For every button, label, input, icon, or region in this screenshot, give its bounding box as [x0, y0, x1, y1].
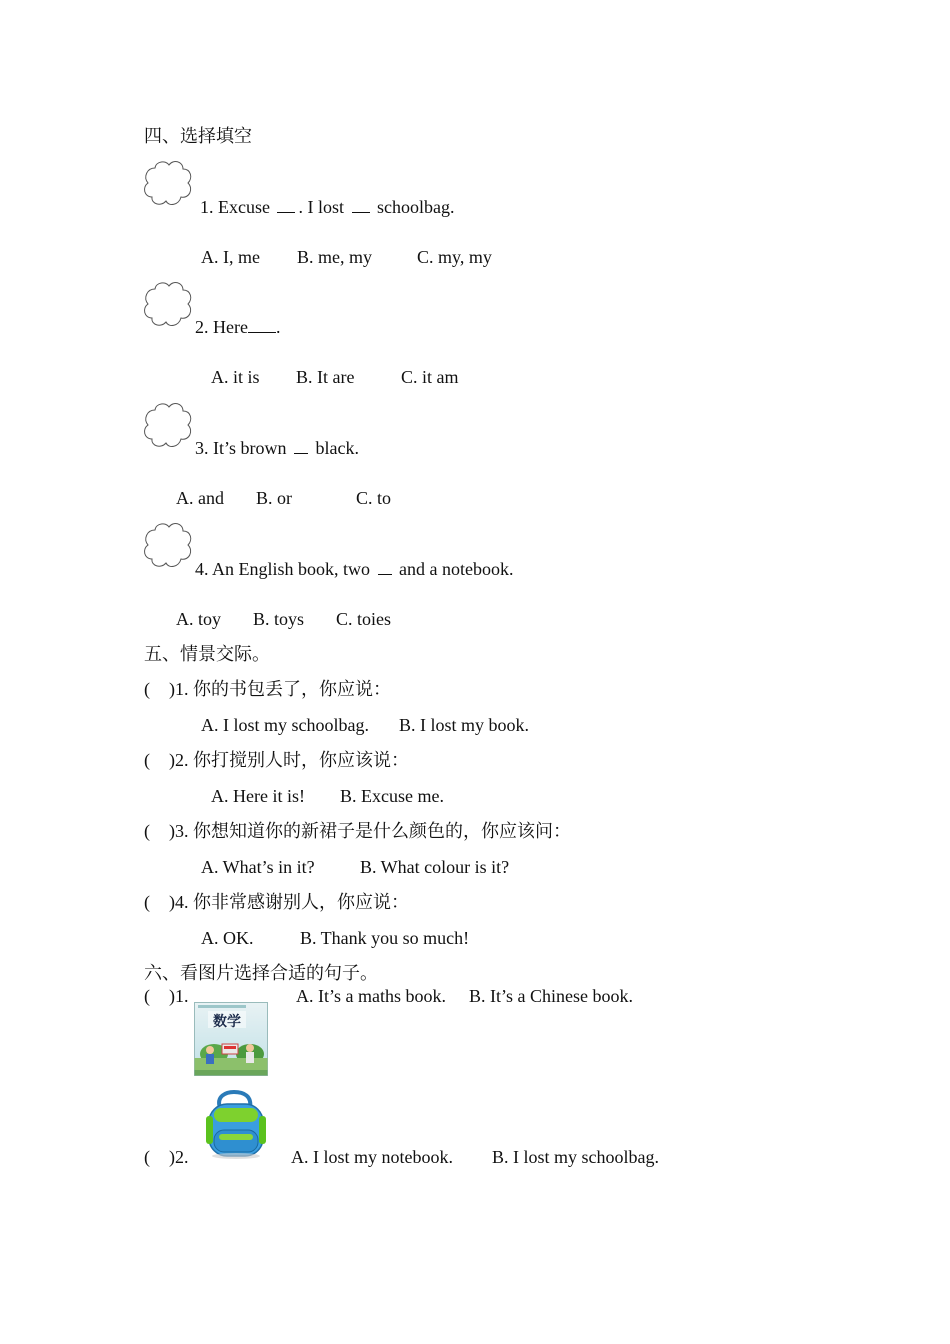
q4-1-option-c[interactable]: C. my, my: [417, 247, 492, 267]
question-5-3: )3. 你想知道你的新裙子是什么颜色的，你应该问：: [169, 821, 571, 841]
math-textbook-icon: [194, 1002, 268, 1076]
question-6-2: )2.: [169, 1147, 189, 1167]
answer-paren-6-2[interactable]: (: [144, 1147, 150, 1167]
q4-4-option-a[interactable]: A. toy: [176, 609, 221, 629]
section4-heading: 四、选择填空: [144, 126, 252, 146]
q5-4-option-b[interactable]: B. Thank you so much!: [300, 928, 470, 948]
q4-3-option-a[interactable]: A. and: [176, 488, 224, 508]
cloud-answer-box-2[interactable]: [141, 279, 195, 331]
cloud-answer-box-1[interactable]: [141, 158, 195, 210]
question-5-1: )1. 你的书包丢了，你应说：: [169, 679, 391, 699]
answer-paren-5-3[interactable]: (: [144, 821, 150, 841]
question-4-1: 1. Excuse . I lost schoolbag.: [200, 197, 455, 217]
cloud-answer-box-3[interactable]: [141, 400, 195, 452]
answer-paren-5-2[interactable]: (: [144, 750, 150, 770]
question-4-3: 3. It’s brown black.: [195, 438, 359, 458]
q5-1-option-a[interactable]: A. I lost my schoolbag.: [201, 715, 369, 735]
section5-heading: 五、情景交际。: [144, 644, 270, 664]
q4-1-option-b[interactable]: B. me, my: [297, 247, 372, 267]
q5-2-option-a[interactable]: A. Here it is!: [211, 786, 305, 806]
answer-paren-6-1[interactable]: (: [144, 986, 150, 1006]
answer-paren-5-1[interactable]: (: [144, 679, 150, 699]
answer-paren-5-4[interactable]: (: [144, 892, 150, 912]
section6-heading: 六、看图片选择合适的句子。: [144, 963, 378, 983]
math-textbook-title: 数学: [213, 1014, 241, 1030]
q4-2-option-a[interactable]: A. it is: [211, 367, 260, 387]
q4-4-option-b[interactable]: B. toys: [253, 609, 305, 629]
q6-2-option-b[interactable]: B. I lost my schoolbag.: [492, 1147, 659, 1167]
q4-2-option-b[interactable]: B. It are: [296, 367, 355, 387]
q4-1-option-a[interactable]: A. I, me: [201, 247, 260, 267]
q5-1-option-b[interactable]: B. I lost my book.: [399, 715, 530, 735]
q4-4-option-c[interactable]: C. toies: [336, 609, 392, 629]
q6-1-option-b[interactable]: B. It’s a Chinese book.: [469, 986, 633, 1006]
q6-1-option-a[interactable]: A. It’s a maths book.: [296, 986, 446, 1006]
q5-4-option-a[interactable]: A. OK.: [201, 928, 254, 948]
question-5-2: )2. 你打搅别人时，你应该说：: [169, 750, 409, 770]
schoolbag-icon: [200, 1090, 272, 1160]
q4-3-option-b[interactable]: B. or: [256, 488, 292, 508]
q4-2-option-c[interactable]: C. it am: [401, 367, 459, 387]
cloud-answer-box-4[interactable]: [141, 520, 195, 572]
q5-3-option-a[interactable]: A. What’s in it?: [201, 857, 315, 877]
q4-3-option-c[interactable]: C. to: [356, 488, 392, 508]
question-4-4: 4. An English book, two and a notebook.: [195, 559, 514, 579]
q6-2-option-a[interactable]: A. I lost my notebook.: [291, 1147, 453, 1167]
question-5-4: )4. 你非常感谢别人，你应说：: [169, 892, 409, 912]
q5-3-option-b[interactable]: B. What colour is it?: [360, 857, 510, 877]
q5-2-option-b[interactable]: B. Excuse me.: [340, 786, 444, 806]
question-6-1: )1.: [169, 986, 189, 1006]
question-4-2: 2. Here .: [195, 317, 281, 337]
